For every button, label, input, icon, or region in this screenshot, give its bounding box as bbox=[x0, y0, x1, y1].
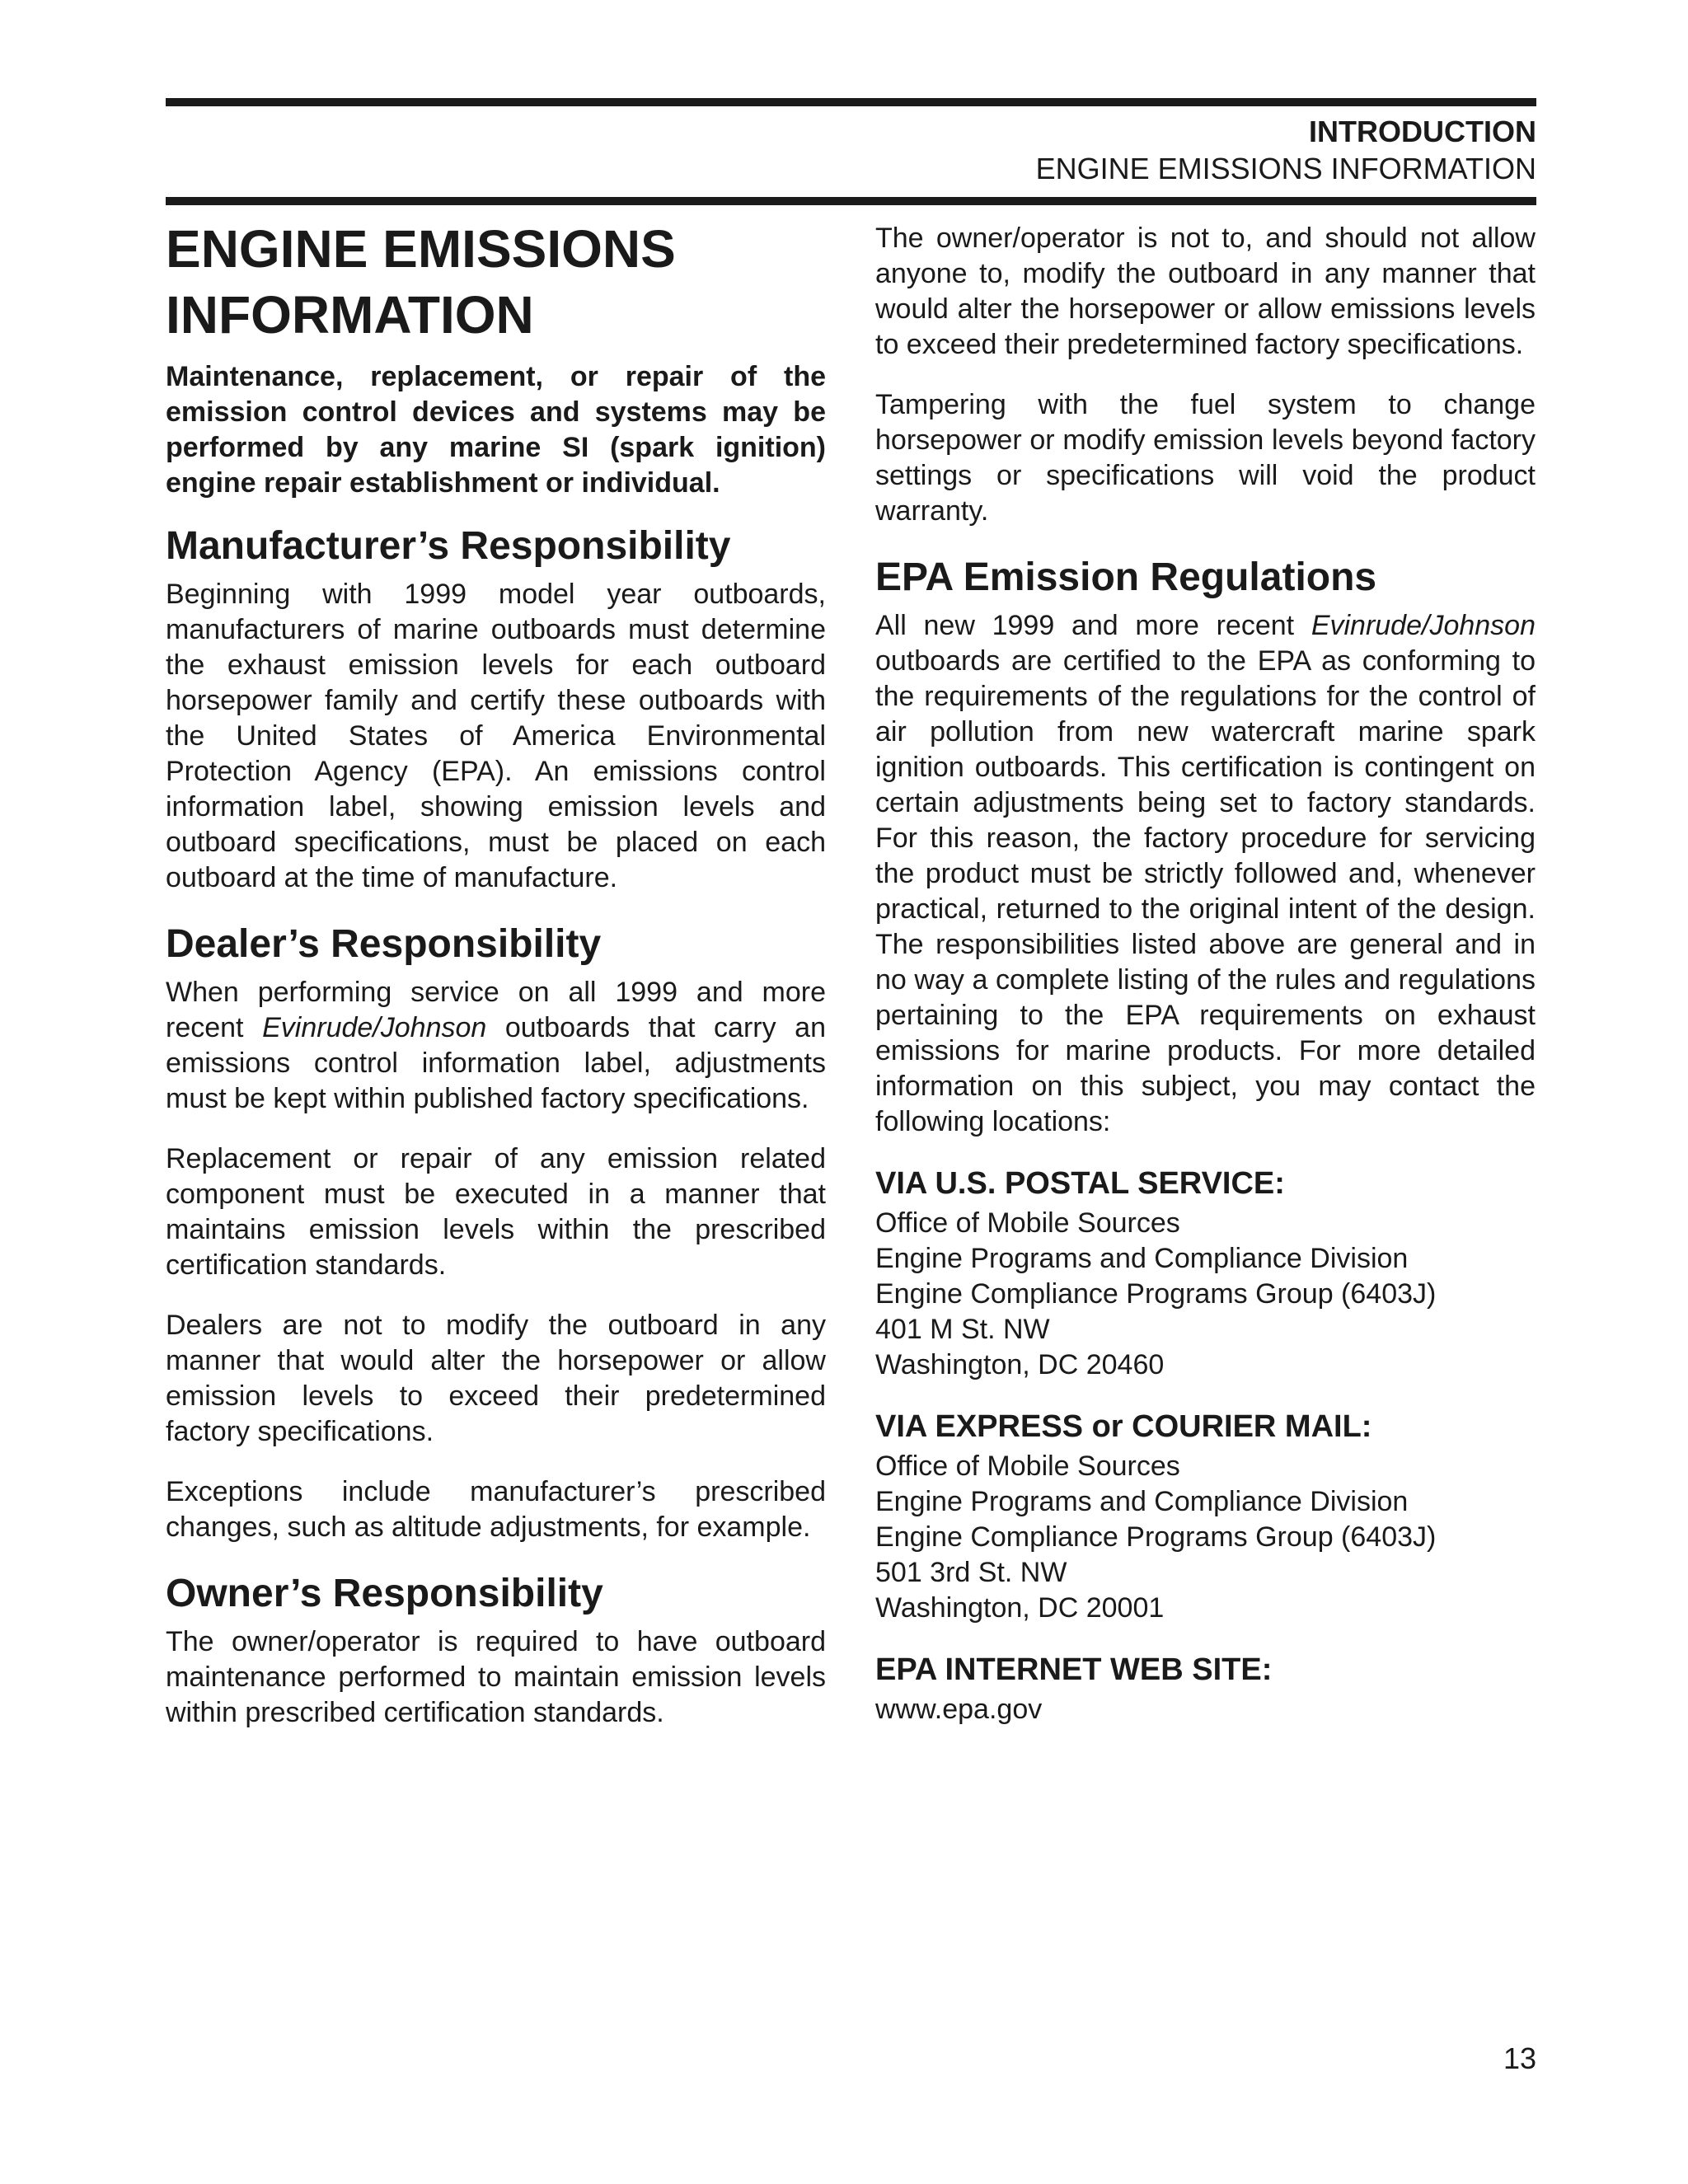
dealer-heading: Dealer’s Responsibility bbox=[166, 922, 602, 966]
postal-address-line: Washington, DC 20460 bbox=[875, 1349, 1165, 1380]
header-section-title: INTRODUCTION bbox=[1309, 115, 1536, 148]
dealer-p1-brand: Evinrude/Johnson bbox=[262, 1012, 487, 1043]
header-top-rule bbox=[166, 98, 1536, 106]
web-address bbox=[875, 1692, 1536, 1727]
owner-paragraph-2: The owner/operator is not to, and should not allow anyone to, modify the outboard in any manner that would alter the horsepower or allow emissions levels to exceed their predetermined factory specifications. bbox=[875, 223, 1536, 360]
header-subsection-title: ENGINE EMISSIONS INFORMATION bbox=[1035, 152, 1536, 185]
running-header bbox=[1036, 114, 1536, 188]
right-column bbox=[875, 221, 1536, 1752]
epa-post: outboards are certified to the EPA as conforming to the requirements of the regulations for the control of air pollution from new watercraft marine spark ignition outboards. This certification is contingent on certain adjustments being set to factory standards. For this reason, the factory procedure for servicing the product must be strictly followed and, whenever practical, returned to the original intent of the design. The responsibilities listed above are general and in no way a complete listing of the rules and regulations pertaining to the EPA requirements on exhaust emissions for marine products. For more detailed information on this subject, you may contact the following locations: bbox=[875, 645, 1536, 1137]
postal-address-line: Engine Compliance Programs Group (6403J) bbox=[875, 1278, 1437, 1310]
owner-heading: Owner’s Responsibility bbox=[166, 1572, 603, 1615]
page-title-line-2: INFORMATION bbox=[166, 285, 534, 344]
express-address-line: Engine Programs and Compliance Division bbox=[875, 1486, 1409, 1517]
express-address-line: Engine Compliance Programs Group (6403J) bbox=[875, 1521, 1437, 1553]
dealer-p1-pre: When performing service on all 1999 and more recent bbox=[166, 977, 826, 1043]
dealer-p1-post: outboards that carry an emissions control information label, adjustments must be kept within published factory specifications. bbox=[166, 1012, 827, 1114]
owner-paragraph-1: The owner/operator is required to have outboard maintenance performed to maintain emission levels within prescribed certification standards. bbox=[166, 1626, 826, 1728]
web-url[interactable]: www.epa.gov bbox=[875, 1694, 1043, 1725]
postal-address-line: 401 M St. NW bbox=[875, 1314, 1050, 1345]
page-title bbox=[166, 216, 826, 348]
postal-address-line: Engine Programs and Compliance Division bbox=[875, 1243, 1409, 1274]
epa-paragraph bbox=[875, 608, 1536, 1140]
manufacturer-paragraph: Beginning with 1999 model year outboards, manufacturers of marine outboards must determine the exhaust emission levels for each outboard horsepower family and certify these outboards with the United States of America Environmental Protection Agency (EPA). An emissions control information label, showing emission levels and outboard specifications, must be placed on each outboard at the time of manufacture. bbox=[166, 579, 826, 893]
dealer-paragraph-1 bbox=[166, 975, 826, 1117]
postal-address-line: Office of Mobile Sources bbox=[875, 1207, 1180, 1239]
page-number: 13 bbox=[1503, 2041, 1536, 2075]
express-address bbox=[875, 1449, 1536, 1626]
express-heading: VIA EXPRESS or COURIER MAIL: bbox=[875, 1409, 1372, 1444]
dealer-paragraph-3: Dealers are not to modify the outboard in any manner that would alter the horsepower or allow emission levels to exceed their predetermined factory specifications. bbox=[166, 1310, 826, 1447]
postal-address bbox=[875, 1206, 1536, 1383]
express-address-line: Washington, DC 20001 bbox=[875, 1592, 1165, 1624]
express-address-line: Office of Mobile Sources bbox=[875, 1451, 1180, 1482]
epa-heading: EPA Emission Regulations bbox=[875, 555, 1377, 599]
page-title-line-1: ENGINE EMISSIONS bbox=[166, 219, 676, 279]
left-column bbox=[166, 216, 826, 1755]
lead-paragraph: Maintenance, replacement, or repair of the emission control devices and systems may be performed by any marine SI (spark ignition) engine repair establishment or individual. bbox=[166, 361, 826, 499]
dealer-paragraph-4: Exceptions include manufacturer’s prescribed changes, such as altitude adjustments, for example. bbox=[166, 1476, 826, 1543]
web-heading: EPA INTERNET WEB SITE: bbox=[875, 1652, 1273, 1687]
header-bottom-rule bbox=[166, 197, 1536, 205]
epa-brand: Evinrude/Johnson bbox=[1311, 610, 1536, 641]
epa-pre: All new 1999 and more recent bbox=[875, 610, 1311, 641]
express-address-line: 501 3rd St. NW bbox=[875, 1557, 1067, 1588]
dealer-paragraph-2: Replacement or repair of any emission related component must be executed in a manner that maintains emission levels within the prescribed certification standards. bbox=[166, 1143, 826, 1281]
owner-paragraph-3: Tampering with the fuel system to change horsepower or modify emission levels beyond factory settings or specifications will void the product warranty. bbox=[875, 389, 1536, 527]
manufacturer-heading: Manufacturer’s Responsibility bbox=[166, 524, 731, 568]
postal-heading: VIA U.S. POSTAL SERVICE: bbox=[875, 1166, 1285, 1201]
